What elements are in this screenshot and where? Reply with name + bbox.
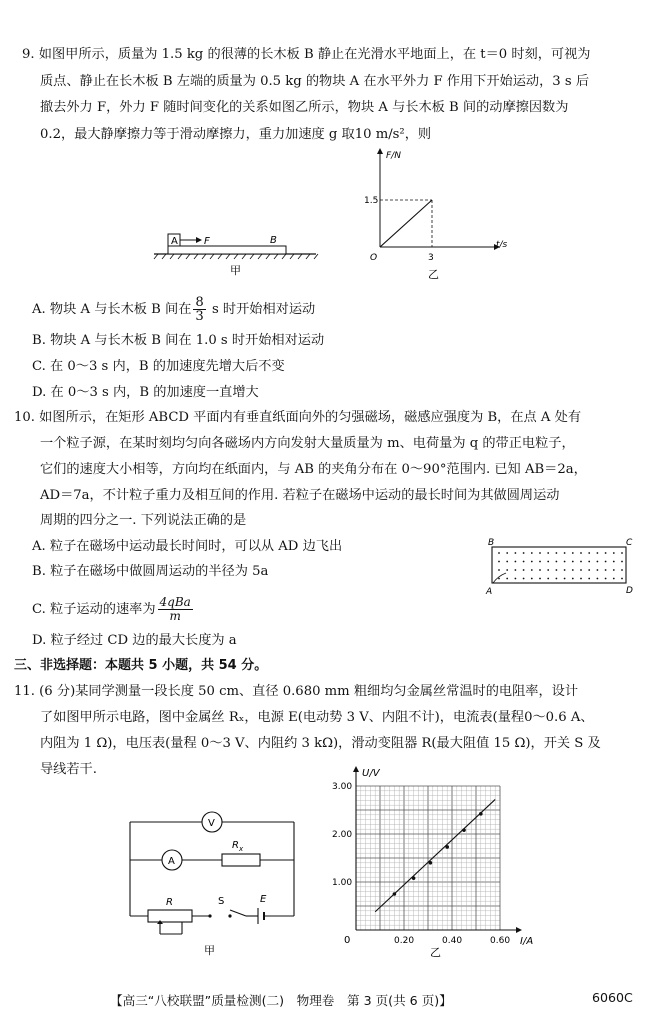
q10-line-2: 一个粒子源，在某时刻均匀向各磁场内方向发射大量质量为 m、电荷量为 q 的带正电粒子， <box>40 436 575 451</box>
q9-figure-jia <box>150 228 320 278</box>
q9-line-1: 9. 如图甲所示，质量为 1.5 kg 的很薄的长木板 B 静止在光滑水平地面上，在 t＝0 时刻，可视为 <box>22 47 591 62</box>
field-dot <box>588 578 590 580</box>
field-dot <box>572 569 574 571</box>
field-dot <box>539 561 541 563</box>
field-dot <box>506 552 508 554</box>
q9-option-a-pre: A. 物块 A 与长木板 B 间在 <box>32 302 192 317</box>
q9-line-3: 撤去外力 F，外力 F 随时间变化的关系如图乙所示，物块 A 与长木板 B 间的动摩擦因数为 <box>40 100 569 115</box>
y-tick-label: 3.00 <box>332 782 353 792</box>
field-dot <box>539 552 541 554</box>
rx-label: $R_x$ <box>232 840 244 853</box>
field-dot <box>547 561 549 563</box>
data-point <box>479 812 483 816</box>
field-dot <box>597 561 599 563</box>
ground-hatching <box>154 254 318 259</box>
field-dot <box>531 569 533 571</box>
graph-origin-label: 0 <box>344 935 351 946</box>
field-dot <box>605 561 607 563</box>
ammeter-label: A <box>168 856 175 867</box>
q11-line-1: 11. (6 分)某同学测量一段长度 50 cm、直径 0.680 mm 粗细均匀金属丝常温时的电阻率，设计 <box>14 684 579 699</box>
y-tick-label: 2.00 <box>332 830 353 840</box>
field-dot <box>613 569 615 571</box>
field-dot <box>613 578 615 580</box>
circuit-caption: 甲 <box>204 944 215 956</box>
field-dot <box>605 578 607 580</box>
field-dot <box>597 552 599 554</box>
q10-option-d: D. 粒子经过 CD 边的最大长度为 a <box>32 633 237 648</box>
field-dot <box>621 578 623 580</box>
q10-line-4: AD＝7a，不计粒子重力及相互间的作用. 若粒子在磁场中运动的最长时间为其做圆周运动 <box>40 488 560 503</box>
field-dot <box>588 552 590 554</box>
field-dot <box>580 569 582 571</box>
field-dot <box>564 552 566 554</box>
field-dot <box>597 578 599 580</box>
field-dot <box>564 561 566 563</box>
field-dot <box>588 561 590 563</box>
q11-circuit <box>122 808 302 956</box>
q10-figure <box>484 536 634 596</box>
field-dot <box>498 552 500 554</box>
field-dot <box>556 552 558 554</box>
field-dot <box>621 569 623 571</box>
y-tick-label: 1.00 <box>332 878 353 888</box>
voltmeter-label: V <box>208 818 215 829</box>
field-dot <box>572 561 574 563</box>
field-dot <box>523 569 525 571</box>
field-dot <box>621 561 623 563</box>
field-dot <box>506 561 508 563</box>
axis-f-label: F/N <box>386 151 401 161</box>
q10-option-c <box>32 596 195 623</box>
data-point <box>445 845 449 849</box>
footer-title: 【高三“八校联盟”质量检测(二) 物理卷 第 3 页(共 6 页)】 <box>110 993 452 1008</box>
q10-option-b: B. 粒子在磁场中做圆周运动的半径为 5a <box>32 564 269 579</box>
x-tick-label: 3 <box>428 253 434 263</box>
axis-t-label: t/s <box>496 240 508 250</box>
field-dot <box>605 552 607 554</box>
y-axis-label: U/V <box>362 768 380 779</box>
field-dot <box>556 578 558 580</box>
corner-b: B <box>488 538 495 548</box>
q9-option-c: C. 在 0～3 s 内，B 的加速度先增大后不变 <box>32 359 285 374</box>
corner-a: A <box>486 587 493 596</box>
graph-ticks <box>332 782 510 946</box>
corner-d: D <box>626 586 633 596</box>
force-line <box>380 200 432 247</box>
field-dot <box>531 552 533 554</box>
q9-option-b: B. 物块 A 与长木板 B 间在 1.0 s 时开始相对运动 <box>32 333 325 348</box>
graph-marks <box>375 799 495 911</box>
battery-label: E <box>260 894 267 905</box>
y-tick-label: 1.5 <box>364 196 379 206</box>
switch-icon <box>228 914 231 917</box>
fraction-8-3: $\frac{8}{3}$ <box>195 295 204 324</box>
x-axis-label: I/A <box>520 936 534 947</box>
field-dot <box>531 578 533 580</box>
data-point <box>412 876 416 880</box>
x-tick-label: 0.60 <box>490 936 511 946</box>
section-3-heading: 三、非选择题：本题共 5 小题，共 54 分。 <box>14 658 268 673</box>
field-dot <box>613 552 615 554</box>
switch-label: S <box>218 896 225 907</box>
field-dot <box>547 552 549 554</box>
caption-yi: 乙 <box>428 268 439 281</box>
field-dot <box>498 561 500 563</box>
x-axis-arrow-icon <box>516 927 522 933</box>
q9-line-4: 0.2，最大静摩擦力等于滑动摩擦力，重力加速度 g 取10 m/s²，则 <box>40 127 432 142</box>
field-dot <box>605 569 607 571</box>
q11-ui-graph <box>330 758 555 958</box>
q10-line-5: 周期的四分之一. 下列说法正确的是 <box>40 513 247 528</box>
field-dot <box>580 578 582 580</box>
label-a: A <box>171 236 178 247</box>
label-b: B <box>270 235 277 246</box>
field-dot <box>523 578 525 580</box>
field-dot <box>515 578 517 580</box>
field-dot <box>523 561 525 563</box>
graph-grid <box>356 786 500 930</box>
x-tick-label: 0.40 <box>442 936 463 946</box>
q11-line-4: 导线若干. <box>40 762 97 777</box>
field-dot <box>597 569 599 571</box>
data-point <box>462 828 466 832</box>
resistor-rx-icon <box>222 854 260 866</box>
field-dot <box>580 561 582 563</box>
field-dot <box>498 569 500 571</box>
field-dot <box>588 569 590 571</box>
q10-line-1: 10. 如图所示，在矩形 ABCD 平面内有垂直纸面向外的匀强磁场，磁感应强度为 B，在点 A 处有 <box>14 410 582 425</box>
field-dot <box>613 561 615 563</box>
y-axis-arrow-icon <box>353 766 359 772</box>
field-dot <box>531 561 533 563</box>
q9-option-d: D. 在 0～3 s 内，B 的加速度一直增大 <box>32 385 259 400</box>
field-dot <box>556 569 558 571</box>
field-dot <box>539 569 541 571</box>
rheostat-label: R <box>166 897 173 908</box>
q9-line-2: 质点、静止在长木板 B 左端的质量为 0.5 kg 的物块 A 在水平外力 F 作用下开始运动，3 s 后 <box>40 74 590 89</box>
q9-figure-yi <box>362 148 512 283</box>
plank-b <box>168 246 286 254</box>
field-dot <box>506 569 508 571</box>
graph-caption: 乙 <box>430 946 441 958</box>
rheostat-icon <box>148 910 192 922</box>
field-dot <box>515 569 517 571</box>
field-dot <box>572 552 574 554</box>
data-point <box>429 861 433 865</box>
field-dot <box>621 552 623 554</box>
field-dot <box>547 578 549 580</box>
q10-line-3: 它们的速度大小相等，方向均在纸面内，与 AB 的夹角分布在 0～90°范围内. 已知 AB＝2a， <box>40 462 587 477</box>
field-dot <box>580 552 582 554</box>
corner-c: C <box>626 538 633 548</box>
fraction-speed: $\frac{\text{4qBa}}{m}$ <box>159 595 191 623</box>
field-dot <box>556 561 558 563</box>
x-tick-label: 0.20 <box>394 936 415 946</box>
q10-option-c-pre: C. 粒子运动的速率为 <box>32 602 156 617</box>
data-point <box>393 892 397 896</box>
field-dot <box>523 552 525 554</box>
field-dot <box>515 552 517 554</box>
footer-code: 6060C <box>592 990 633 1005</box>
field-dot <box>498 578 500 580</box>
field-dot <box>506 578 508 580</box>
field-dot <box>564 578 566 580</box>
label-f: F <box>204 236 210 247</box>
q9-option-a <box>32 296 315 323</box>
field-dot <box>539 578 541 580</box>
q11-line-2: 了如图甲所示电路，图中金属丝 Rₓ，电源 E(电动势 3 V、内阻不计)，电流表(量程0～0.6 A、 <box>40 710 594 725</box>
field-dot <box>572 578 574 580</box>
q11-line-3: 内阻为 1 Ω)，电压表(量程 0～3 V、内阻约 3 kΩ)，滑动变阻器 R(最大阻值 15 Ω)，开关 S 及 <box>40 736 601 751</box>
field-dot <box>515 561 517 563</box>
field-dot <box>547 569 549 571</box>
q10-option-a: A. 粒子在磁场中运动最长时间时，可以从 AD 边飞出 <box>32 539 343 554</box>
q9-option-a-post: s 时开始相对运动 <box>207 302 316 317</box>
caption-jia: 甲 <box>230 264 241 277</box>
origin-label: O <box>370 253 378 263</box>
field-dot <box>564 569 566 571</box>
